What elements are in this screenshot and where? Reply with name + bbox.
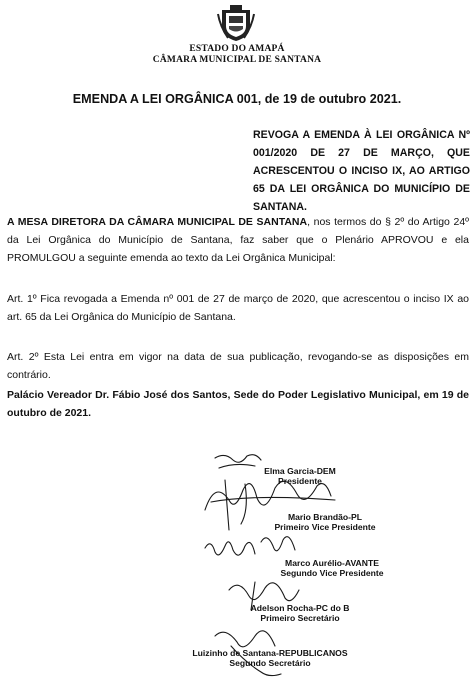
closing-place-date: Palácio Vereador Dr. Fábio José dos Santos, Sede do Poder Legislativo Municipal, em 19 de outubro de 2021.	[7, 389, 469, 419]
signatory-role: Segundo Vice Presidente	[280, 568, 384, 578]
signatory-role: Primeiro Vice Presidente	[274, 522, 376, 532]
document-title: EMENDA A LEI ORGÂNICA 001, de 19 de outubro 2021.	[72, 92, 402, 106]
ementa-summary: REVOGA A EMENDA À LEI ORGÂNICA Nº 001/2020 DE 27 DE MARÇO, QUE ACRESCENTOU O INCISO IX, AO ARTIGO 65 DA LEI ORGÂNICA DO MUNICÍPIO DE SANTANA.	[253, 129, 470, 213]
signature-block	[175, 512, 474, 532]
signature-block	[150, 466, 450, 486]
signatory-name: Luizinho de Santana-REPUBLICANOS	[192, 648, 348, 658]
header-state: ESTADO DO AMAPÁ	[189, 44, 285, 54]
signature-block	[150, 603, 450, 623]
signatory-name: Adelson Rocha-PC do B	[250, 603, 350, 613]
signatory-role: Segundo Secretário	[229, 658, 311, 668]
coat-of-arms-icon	[216, 4, 256, 42]
preamble-text: , nos termos do § 2º do Artigo 24º da Lei Orgânica do Município de Santana, faz saber que o Plenário APROVOU e ela PROMULGOU a seguinte emenda ao texto da Lei Orgânica Municipal:	[7, 216, 470, 264]
preamble-paragraph	[7, 213, 469, 267]
signature-block	[182, 558, 474, 578]
signature-block	[120, 648, 420, 668]
signatory-role: Primeiro Secretário	[260, 613, 340, 623]
article-1: Art. 1º Fica revogada a Emenda nº 001 de 27 de março de 2020, que acrescentou o inciso IX ao art. 65 da Lei Orgânica do Município de Santana.	[7, 293, 469, 323]
preamble-lead: A MESA DIRETORA DA CÂMARA MUNICIPAL DE SANTANA	[7, 216, 308, 228]
signatory-name: Marco Aurélio-AVANTE	[285, 558, 379, 568]
signatory-role: Presidente	[278, 476, 322, 486]
signatory-name: Elma Garcia-DEM	[264, 466, 336, 476]
header-chamber: CÂMARA MUNICIPAL DE SANTANA	[152, 55, 322, 65]
article-2: Art. 2º Esta Lei entra em vigor na data de sua publicação, revogando-se as disposições em contrário.	[7, 351, 469, 381]
signatory-name: Mario Brandão-PL	[287, 512, 362, 522]
